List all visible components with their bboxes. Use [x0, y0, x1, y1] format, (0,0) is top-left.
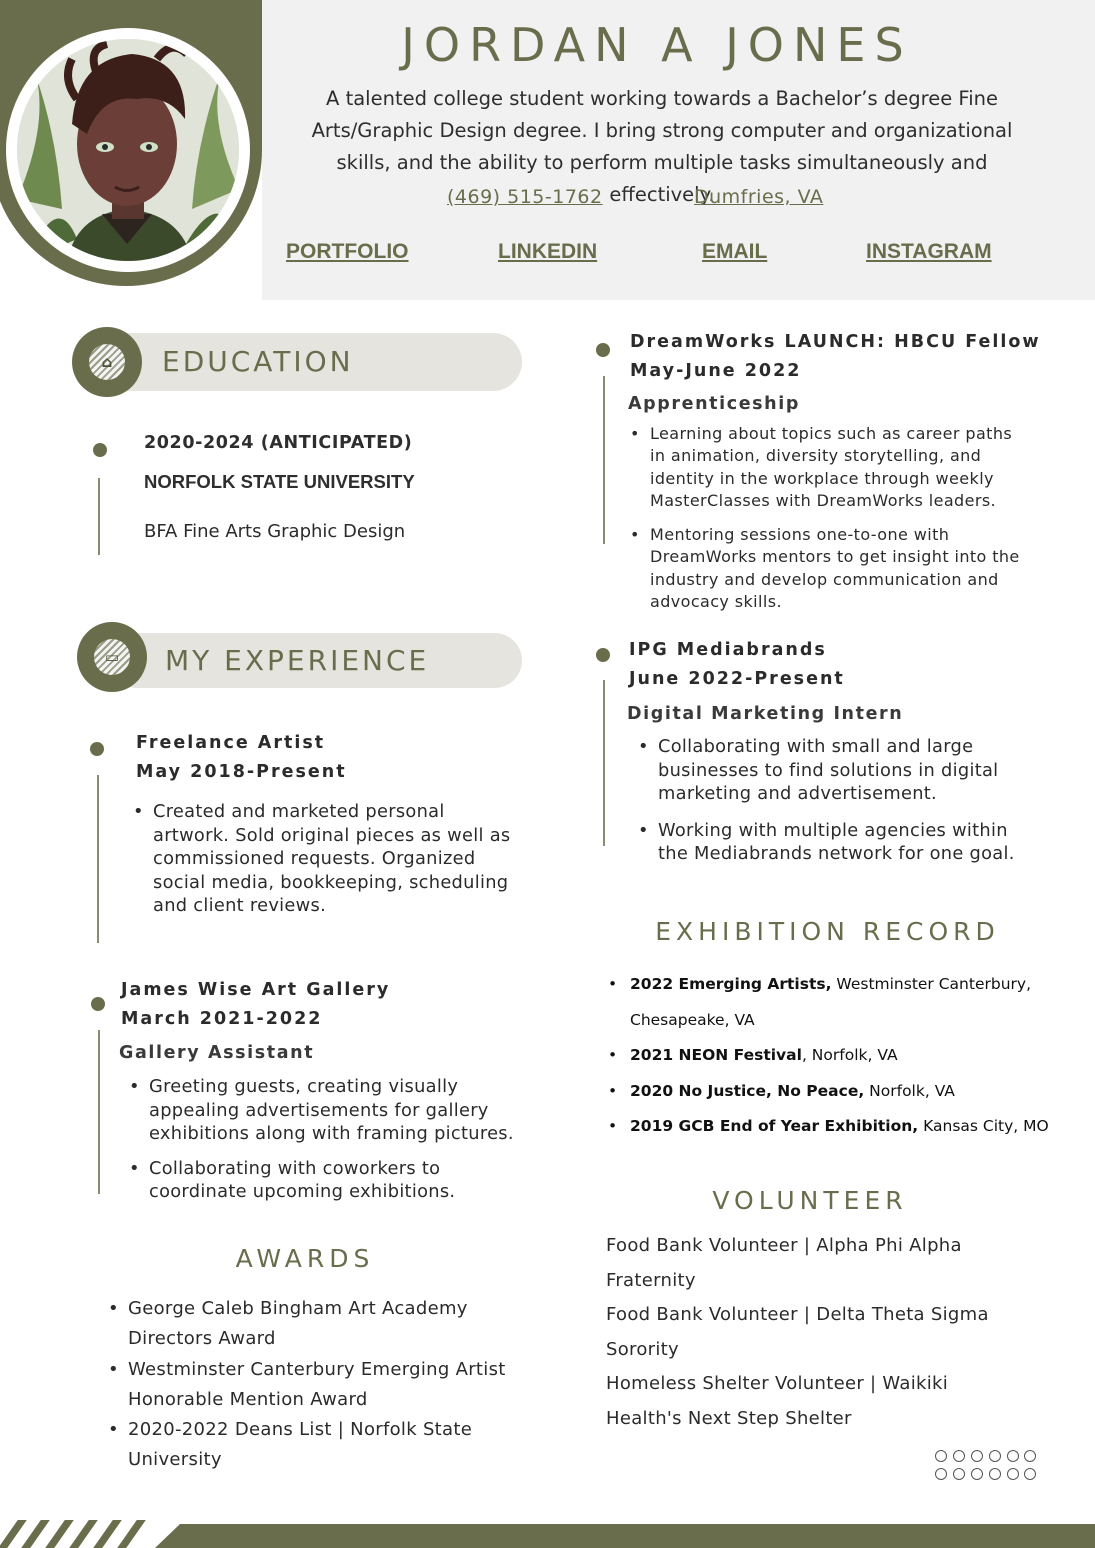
linkedin-link[interactable]: LINKEDIN: [498, 240, 598, 263]
briefcase-icon: ▭: [77, 622, 147, 692]
timeline-line: [603, 376, 605, 544]
exhibition-name: 2021 NEON Festival: [630, 1046, 802, 1064]
education-degree: BFA Fine Arts Graphic Design: [144, 521, 406, 542]
avatar: [17, 39, 239, 261]
list-item: [608, 1074, 1058, 1110]
job-bullets: [133, 800, 518, 918]
job-role: Gallery Assistant: [119, 1043, 315, 1063]
list-item: • Westminster Canterbury Emerging Artist Honorable Mention Award: [108, 1355, 508, 1416]
list-item: • George Caleb Bingham Art Academy Directors Award: [108, 1294, 508, 1355]
list-item: [608, 1109, 1058, 1145]
email-link[interactable]: EMAIL: [702, 240, 768, 263]
timeline-dot: [90, 742, 104, 756]
avatar-illustration: [17, 39, 239, 261]
timeline-dot: [596, 648, 610, 662]
exhibition-name: 2020 No Justice, No Peace,: [630, 1081, 865, 1100]
footer-bar-edge: [155, 1524, 180, 1548]
exhibition-name: 2019 GCB End of Year Exhibition,: [630, 1117, 919, 1135]
location-link[interactable]: Dumfries, VA: [694, 186, 824, 208]
job-company: Freelance Artist: [136, 733, 326, 753]
timeline-line: [603, 680, 605, 846]
job-dates: March 2021-2022: [121, 1009, 323, 1029]
exhibition-place: , Norfolk, VA: [801, 1046, 898, 1064]
job-dates: May-June 2022: [630, 361, 802, 381]
list-item: [608, 1038, 1058, 1074]
volunteer-title: VOLUNTEER: [712, 1186, 908, 1215]
exhibition-list: [608, 967, 1058, 1145]
job-company: James Wise Art Gallery: [121, 980, 391, 1000]
list-item: • Mentoring sessions one-to-one with DreamWorks mentors to get insight into the industry and develop communication and advocacy skills.: [630, 524, 1025, 613]
job-bullets: [630, 423, 1025, 613]
profile-summary: A talented college student working towards a Bachelor’s degree Fine Arts/Graphic Design degree. I bring strong computer and organizational skills, and the ability to perform multiple tasks simultaneously and effectively.: [311, 87, 1013, 206]
portfolio-link[interactable]: PORTFOLIO: [286, 240, 409, 263]
list-item: • Created and marketed personal artwork. Sold original pieces as well as commissioned requests. Organized social media, bookkeeping, scheduling and client reviews.: [133, 800, 518, 918]
timeline-dot: [596, 343, 610, 357]
phone-link[interactable]: (469) 515-1762: [447, 186, 603, 208]
list-item: Homeless Shelter Volunteer | Waikiki Health's Next Step Shelter: [606, 1373, 949, 1429]
awards-title: AWARDS: [235, 1244, 375, 1273]
footer-bar: [180, 1524, 1095, 1548]
job-dates: June 2022-Present: [629, 669, 845, 689]
timeline-dot: [91, 997, 105, 1011]
list-item: • Working with multiple agencies within the Mediabrands network for one goal.: [638, 819, 1028, 866]
education-icon: ⌂: [72, 327, 142, 397]
job-company: IPG Mediabrands: [629, 640, 827, 660]
exhibition-place: Kansas City, MO: [918, 1117, 1049, 1135]
job-role: Digital Marketing Intern: [627, 704, 904, 724]
list-item: • 2020-2022 Deans List | Norfolk State University: [108, 1415, 508, 1476]
job-company: DreamWorks LAUNCH: HBCU Fellow: [630, 332, 1041, 352]
list-item: Food Bank Volunteer | Delta Theta Sigma Sorority: [606, 1304, 989, 1360]
list-item: • Learning about topics such as career paths in animation, diversity storytelling, and identity in the workplace through weekly MasterClasses with DreamWorks leaders.: [630, 423, 1025, 512]
list-item: [608, 967, 1058, 1038]
exhibition-place: Westminster Canterbury, Chesapeake, VA: [630, 975, 1032, 1029]
candidate-name: JORDAN A JONES: [401, 18, 913, 72]
list-item: • Collaborating with coworkers to coordinate upcoming exhibitions.: [129, 1157, 519, 1204]
exhibition-name: 2022 Emerging Artists,: [630, 975, 832, 993]
exhibition-place: Norfolk, VA: [864, 1081, 955, 1100]
job-role: Apprenticeship: [628, 394, 800, 414]
timeline-dot: [93, 443, 107, 457]
timeline-line: [98, 1030, 100, 1194]
job-bullets: [638, 735, 1028, 866]
experience-title: MY EXPERIENCE: [165, 644, 430, 677]
list-item: Food Bank Volunteer | Alpha Phi Alpha Fraternity: [606, 1235, 962, 1291]
education-school: NORFOLK STATE UNIVERSITY: [144, 471, 415, 492]
education-years: 2020-2024 (ANTICIPATED): [144, 433, 413, 453]
job-bullets: [129, 1075, 519, 1204]
timeline-line: [98, 478, 100, 555]
list-item: • Collaborating with small and large businesses to find solutions in digital marketing and advertisement.: [638, 735, 1028, 806]
exhibition-title: EXHIBITION RECORD: [655, 917, 1000, 946]
awards-list: [108, 1294, 508, 1476]
job-dates: May 2018-Present: [136, 762, 347, 782]
timeline-line: [97, 775, 99, 943]
education-title: EDUCATION: [162, 345, 354, 378]
list-item: • Greeting guests, creating visually appealing advertisements for gallery exhibitions along with framing pictures.: [129, 1075, 519, 1146]
instagram-link[interactable]: INSTAGRAM: [866, 240, 992, 263]
